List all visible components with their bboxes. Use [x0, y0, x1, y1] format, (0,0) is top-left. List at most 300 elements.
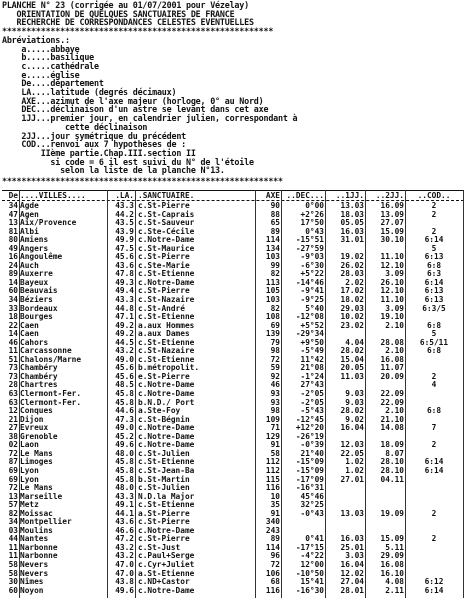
cell-latitude: 49.2 [115, 329, 134, 339]
table-row [2, 526, 464, 535]
cell-dec: -5°49 [300, 346, 324, 356]
cell-code: 6:14 [424, 235, 444, 245]
cell-dec: -0°39 [300, 440, 324, 450]
cell-axe: 93 [270, 389, 280, 399]
table-row [2, 432, 464, 441]
cell-jour2: 14.08 [380, 423, 404, 433]
cell-ville: Dijon [20, 414, 44, 424]
header-separator: ********************************************************** [2, 176, 283, 186]
cell-sanctuaire: c.Notre-Dame [138, 585, 195, 595]
cell-dept: 03 [8, 525, 18, 535]
col-header-1jj: ..1JJ. [335, 191, 364, 200]
table-row [2, 252, 464, 261]
cell-dec: -17°09 [295, 474, 324, 484]
table-row [2, 449, 464, 458]
col-header-de: De [8, 191, 18, 200]
header-line: AXE...azimut de l'axe majeur (horloge, 0° au Nord) [2, 95, 264, 106]
cell-sanctuaire: c.Notre-Dame [138, 235, 195, 245]
table-row [2, 380, 464, 389]
cell-latitude: 49.9 [115, 235, 134, 245]
cell-code: 2 [431, 440, 437, 450]
cell-ville: Le Mans [20, 448, 53, 458]
cell-latitude: 43.6 [115, 260, 134, 270]
cell-dept: 57 [8, 500, 18, 510]
cell-jour2: 26.10 [380, 277, 404, 287]
cell-jour2: 29.09 [380, 551, 404, 561]
cell-ville: Nîmes [20, 577, 44, 587]
cell-dept: 38 [8, 431, 18, 441]
cell-jour2: 15.09 [380, 226, 404, 236]
cell-sanctuaire: c.St-Sauveur [138, 218, 195, 228]
table-row [2, 577, 464, 586]
cell-latitude: 49.6 [115, 585, 134, 595]
cell-dept: 11 [8, 542, 18, 552]
cell-jour2: 22.09 [380, 389, 404, 399]
cell-ville: Angoulême [20, 252, 63, 262]
cell-sanctuaire: a.aux Dames [138, 329, 190, 339]
cell-axe: 116 [265, 585, 280, 595]
cell-dept: 24 [8, 260, 18, 270]
cell-dec: 5°40 [305, 303, 324, 313]
cell-jour1: 2.02 [345, 277, 364, 287]
cell-sanctuaire: c.St-Just [138, 542, 181, 552]
cell-latitude: 49.0 [115, 354, 134, 364]
cell-dept: 82 [8, 508, 18, 518]
table-row [2, 363, 464, 372]
cell-dept: 73 [8, 363, 18, 373]
cell-ville: Chartres [20, 380, 58, 390]
cell-dec: -1°24 [300, 371, 324, 381]
cell-jour2: 30.10 [380, 235, 404, 245]
cell-jour1: 16.04 [340, 559, 364, 569]
cell-dec: -9°03 [300, 252, 324, 262]
cell-sanctuaire: c.St-Etienne [138, 354, 195, 364]
cell-dept: 58 [8, 568, 18, 578]
table-row [2, 560, 464, 569]
table-row [2, 586, 464, 595]
column-rule [463, 190, 464, 598]
cell-axe: 90 [270, 201, 280, 210]
cell-axe: 71 [270, 423, 280, 433]
cell-ville: Nevers [20, 559, 49, 569]
cell-axe: 108 [265, 312, 280, 322]
cell-code: 6:5/11 [419, 337, 449, 347]
table-row [2, 235, 464, 244]
cell-dept: 27 [8, 423, 18, 433]
table-row [2, 500, 464, 509]
cell-ville: Grenoble [20, 431, 58, 441]
cell-ville: Lyon [20, 465, 39, 475]
cell-axe: 91 [270, 440, 280, 450]
cell-ville: Le Mans [20, 483, 53, 493]
table-row [2, 312, 464, 321]
table-row [2, 551, 464, 560]
header-line: a.....abbaye [2, 43, 80, 54]
cell-dept: 72 [8, 483, 18, 493]
cell-latitude: 45.8 [115, 397, 134, 407]
table-row [2, 389, 464, 398]
table-row [2, 261, 464, 270]
cell-jour2: 5.11 [385, 542, 404, 552]
cell-code: 2 [431, 534, 437, 544]
cell-ville: Moissac [20, 508, 53, 518]
cell-dec: 12°00 [300, 559, 324, 569]
cell-dec: +12°20 [295, 423, 324, 433]
cell-axe: 109 [265, 414, 280, 424]
header-line: IIème partie.Chap.III.section II [2, 147, 196, 158]
cell-jour1: 18.02 [340, 295, 364, 305]
table-row [2, 483, 464, 492]
cell-dept: 16 [8, 252, 18, 262]
cell-ville: Agen [20, 209, 39, 219]
cell-sanctuaire: b.St-Martin [138, 474, 190, 484]
cell-jour1: 13.03 [340, 201, 364, 210]
cell-latitude: 48.0 [115, 483, 134, 493]
cell-dec: 32°25 [300, 500, 324, 510]
cell-dept: 14 [8, 329, 18, 339]
table-row [2, 269, 464, 278]
cell-axe: 89 [270, 226, 280, 236]
cell-ville: Narbonne [20, 542, 58, 552]
cell-code: 6:14 [424, 277, 444, 287]
cell-axe: 114 [265, 235, 280, 245]
cell-jour1: 1.02 [345, 465, 364, 475]
cell-latitude: 49.1 [115, 500, 134, 510]
cell-latitude: 47.2 [115, 534, 134, 544]
header-line: ******************************************************** [2, 26, 274, 37]
cell-ville: Carcassonne [20, 346, 72, 356]
cell-axe: 116 [265, 483, 280, 493]
cell-code: 6:13 [424, 295, 444, 305]
cell-dept: 63 [8, 397, 18, 407]
cell-sanctuaire: c.Ste-Cécile [138, 226, 195, 236]
cell-jour1: 22.05 [340, 448, 364, 458]
cell-code: 2 [431, 201, 437, 210]
cell-dec: +5°22 [300, 269, 324, 279]
table-row [2, 423, 464, 432]
cell-jour2: 27.07 [380, 218, 404, 228]
cell-jour2: 11.10 [380, 252, 404, 262]
cell-jour1: 10.02 [340, 312, 364, 322]
header-line: ORIENTATION DE QUELQUES SANCTUAIRES DE FRANCE [2, 8, 235, 19]
cell-dec: 15°41 [300, 577, 324, 587]
cell-axe: 112 [265, 465, 280, 475]
cell-jour2: 28.08 [380, 337, 404, 347]
cell-jour1: 28.01 [340, 585, 364, 595]
cell-ville: Lyon [20, 474, 39, 484]
cell-jour1: 17.02 [340, 286, 364, 296]
cell-code: 6:12 [424, 577, 444, 587]
cell-sanctuaire: c.St-Etienne [138, 337, 195, 347]
correspondence-table [2, 190, 464, 594]
cell-axe: 93 [270, 397, 280, 407]
cell-sanctuaire: c.St-Nazaire [138, 346, 195, 356]
cell-code: 6:8 [426, 346, 442, 356]
cell-dept: 13 [8, 491, 18, 501]
cell-ville: Metz [20, 500, 39, 510]
cell-sanctuaire: a.Ste-Foy [138, 406, 181, 416]
cell-axe: 105 [265, 286, 280, 296]
cell-dept: 81 [8, 226, 18, 236]
cell-sanctuaire: e.St-Pierre [138, 371, 190, 381]
cell-ville: Limoges [20, 457, 53, 467]
cell-ville: Bordeaux [20, 303, 58, 313]
cell-dec: -29°34 [295, 329, 324, 339]
cell-sanctuaire: c.St-Etienne [138, 269, 195, 279]
cell-dept: 47 [8, 209, 18, 219]
cell-ville: Evreux [20, 423, 49, 433]
cell-dept: 21 [8, 414, 18, 424]
cell-dec: -2°05 [300, 389, 324, 399]
col-header-sanctuaire: .SANCTUAIRE. [138, 191, 195, 200]
cell-axe: 59 [270, 363, 280, 373]
cell-jour2: 15.09 [380, 534, 404, 544]
cell-dept: 63 [8, 389, 18, 399]
cell-dept: 80 [8, 235, 18, 245]
cell-jour2: 4.08 [385, 577, 404, 587]
header-line: LA....latitude (degrés décimaux) [2, 87, 177, 97]
cell-latitude: 45.8 [115, 389, 134, 399]
cell-code: 4 [431, 380, 437, 390]
table-row [2, 372, 464, 381]
cell-sanctuaire: c.St-Pierre [138, 252, 190, 262]
column-rule [405, 190, 406, 598]
cell-jour2: 8.07 [385, 448, 404, 458]
cell-dec: +9°50 [300, 337, 324, 347]
table-row [2, 406, 464, 415]
header-line: RECHERCHE DE CORRESPONDANCES CELESTES EVENTUELLES [2, 17, 254, 28]
cell-axe: 98 [270, 346, 280, 356]
cell-sanctuaire: c.St-Pierre [138, 201, 190, 210]
cell-latitude: 43.3 [115, 491, 134, 501]
cell-ville: Chambéry [20, 371, 58, 381]
cell-sanctuaire: c.Notre-Dame [138, 277, 195, 287]
cell-axe: 115 [265, 474, 280, 484]
cell-code: 5 [431, 329, 437, 339]
cell-jour1: 26.02 [340, 260, 364, 270]
cell-axe: 58 [270, 448, 280, 458]
cell-dept: 73 [8, 371, 18, 381]
cell-latitude: 48.0 [115, 448, 134, 458]
cell-jour1: 25.01 [340, 542, 364, 552]
cell-dept: 18 [8, 312, 18, 322]
cell-jour2: 12.10 [380, 286, 404, 296]
cell-dept: 28 [8, 380, 18, 390]
cell-dec: +2°26 [300, 209, 324, 219]
cell-dept: 44 [8, 534, 18, 544]
cell-dept: 12 [8, 406, 18, 416]
cell-axe: 103 [265, 252, 280, 262]
cell-sanctuaire: a.aux Hommes [138, 320, 195, 330]
cell-code: 6:14 [424, 457, 444, 467]
cell-jour2: 28.10 [380, 465, 404, 475]
cell-dec: 27°43 [300, 380, 324, 390]
cell-latitude: 45.8 [115, 457, 134, 467]
cell-jour2: 2.11 [385, 585, 404, 595]
cell-latitude: 49.3 [115, 277, 134, 287]
cell-sanctuaire: b.métropolit. [138, 363, 200, 373]
cell-jour1: 9.03 [345, 397, 364, 407]
cell-jour1: 9.02 [345, 414, 364, 424]
cell-latitude: 46.6 [115, 525, 134, 535]
cell-dec: -6°30 [300, 260, 324, 270]
cell-axe: 79 [270, 337, 280, 347]
table-row [2, 398, 464, 407]
cell-dec: -2°05 [300, 397, 324, 407]
cell-dec: 0°00 [305, 201, 324, 210]
cell-ville: Noyon [20, 585, 44, 595]
cell-ville: Aix/Provence [20, 218, 77, 228]
cell-axe: 96 [270, 551, 280, 561]
cell-latitude: 45.6 [115, 252, 134, 262]
cell-dept: 22 [8, 320, 18, 330]
cell-jour2: 16.09 [380, 201, 404, 210]
cell-latitude: 43.3 [115, 295, 134, 305]
cell-ville: Beauvais [20, 286, 58, 296]
cell-dec: -9°41 [300, 286, 324, 296]
cell-dept: 02 [8, 440, 18, 450]
cell-axe: 99 [270, 260, 280, 270]
cell-latitude: 49.4 [115, 286, 134, 296]
cell-jour1: 19.02 [340, 252, 364, 262]
cell-code: 2 [431, 508, 437, 518]
cell-ville: Bayeux [20, 277, 49, 287]
cell-code: 6:8 [426, 406, 442, 416]
cell-dec: 45°46 [300, 491, 324, 501]
cell-jour2: 20.09 [380, 371, 404, 381]
header-line: PLANCHE N° 23 (corrigée au 01/07/2001 pour Vézelay) [2, 0, 249, 10]
cell-jour2: 2.10 [385, 320, 404, 330]
table-row [2, 295, 464, 304]
cell-axe: 340 [265, 517, 280, 527]
cell-latitude: 43.8 [115, 577, 134, 587]
cell-axe: 243 [265, 525, 280, 535]
cell-latitude: 45.8 [115, 465, 134, 475]
cell-sanctuaire: c.Paul+Serge [138, 551, 195, 561]
cell-sanctuaire: c.St-Etienne [138, 457, 195, 467]
col-header-dec: ..DEC... [286, 191, 324, 200]
cell-latitude: 47.8 [115, 269, 134, 279]
cell-sanctuaire: b.N.D./ Port [138, 397, 195, 407]
cell-latitude: 43.2 [115, 551, 134, 561]
cell-dept: 34 [8, 201, 18, 210]
cell-dept: 69 [8, 474, 18, 484]
cell-axe: 69 [270, 320, 280, 330]
cell-sanctuaire: N.D.la Major [138, 491, 195, 501]
cell-axe: 10 [270, 491, 280, 501]
cell-code: 6:13 [424, 286, 444, 296]
cell-axe: 46 [270, 380, 280, 390]
cell-jour1: 13.03 [340, 508, 364, 518]
cell-latitude: 48.5 [115, 380, 134, 390]
col-header-la: .LA. [115, 191, 134, 200]
table-row [2, 278, 464, 287]
table-row [2, 534, 464, 543]
cell-code: 6:3/5 [422, 303, 446, 313]
table-header-row [2, 191, 464, 201]
cell-axe: 139 [265, 329, 280, 339]
header-line: b.....basilique [2, 52, 95, 63]
cell-latitude: 43.5 [115, 218, 134, 228]
table-row [2, 201, 464, 210]
cell-axe: 114 [265, 542, 280, 552]
table-row [2, 492, 464, 501]
cell-sanctuaire: c.St-Julien [138, 448, 190, 458]
cell-jour2: 21.10 [380, 414, 404, 424]
cell-jour2: 19.10 [380, 312, 404, 322]
cell-dec: -16°30 [295, 585, 324, 595]
header-line: DEC...déclinaison d'un astre se levant dans cet axe [2, 104, 269, 115]
cell-latitude: 43.2 [115, 346, 134, 356]
cell-code: 6:8 [426, 320, 442, 330]
cell-jour2: 16.10 [380, 568, 404, 578]
table-body [2, 201, 464, 594]
cell-jour1: 28.03 [340, 269, 364, 279]
cell-latitude: 43.2 [115, 542, 134, 552]
cell-dec: 11°42 [300, 354, 324, 364]
cell-jour1: 12.02 [340, 568, 364, 578]
cell-ville: Caen [20, 329, 39, 339]
cell-sanctuaire: c.Notre-Dame [138, 389, 195, 399]
cell-axe: 134 [265, 243, 280, 253]
cell-latitude: 43.6 [115, 517, 134, 527]
cell-ville: Chambéry [20, 363, 58, 373]
cell-code: 6:8 [426, 260, 442, 270]
cell-sanctuaire: c.St-André [138, 303, 185, 313]
cell-dept: 60 [8, 585, 18, 595]
cell-sanctuaire: c.Ste-Marie [138, 260, 190, 270]
cell-ville: Auch [20, 260, 39, 270]
column-rule [255, 190, 256, 598]
header-line: Abréviations.: [2, 34, 70, 45]
cell-ville: Amiens [20, 235, 49, 245]
cell-dept: 87 [8, 457, 18, 467]
cell-sanctuaire: c.St-Jean-Ba [138, 465, 195, 475]
cell-sanctuaire: c.St-Pierre [138, 517, 190, 527]
cell-sanctuaire: c.Notre-Dame [138, 440, 195, 450]
table-row [2, 304, 464, 313]
col-header-axe: AXE [265, 191, 280, 200]
cell-jour1: 3.03 [345, 551, 364, 561]
cell-sanctuaire: a.St-Pierre [138, 508, 190, 518]
cell-jour1: 23.02 [340, 320, 364, 330]
cell-sanctuaire: c.St-Bégnin [138, 414, 190, 424]
table-row [2, 227, 464, 236]
cell-dept: 72 [8, 448, 18, 458]
table-row [2, 244, 464, 253]
cell-code: 6:14 [424, 465, 444, 475]
cell-dec: -14°46 [295, 277, 324, 287]
cell-jour1: 28.02 [340, 346, 364, 356]
cell-axe: 35 [270, 500, 280, 510]
cell-ville: Nevers [20, 568, 49, 578]
cell-jour1: 15.04 [340, 354, 364, 364]
cell-ville: Clermont-Fer. [20, 389, 82, 399]
table-row [2, 543, 464, 552]
cell-ville: Caen [20, 320, 39, 330]
cell-jour1: 18.03 [340, 209, 364, 219]
cell-jour2: 12.10 [380, 260, 404, 270]
table-row [2, 517, 464, 526]
header-line: 2JJ...jour symétrique du précédent [2, 130, 187, 141]
cell-jour1: 9.03 [345, 389, 364, 399]
column-rule [135, 190, 136, 598]
cell-ville: Bourges [20, 312, 53, 322]
table-row [2, 569, 464, 578]
cell-axe: 72 [270, 559, 280, 569]
cell-dec: 17°50 [300, 218, 324, 228]
cell-jour2: 3.09 [385, 269, 404, 279]
